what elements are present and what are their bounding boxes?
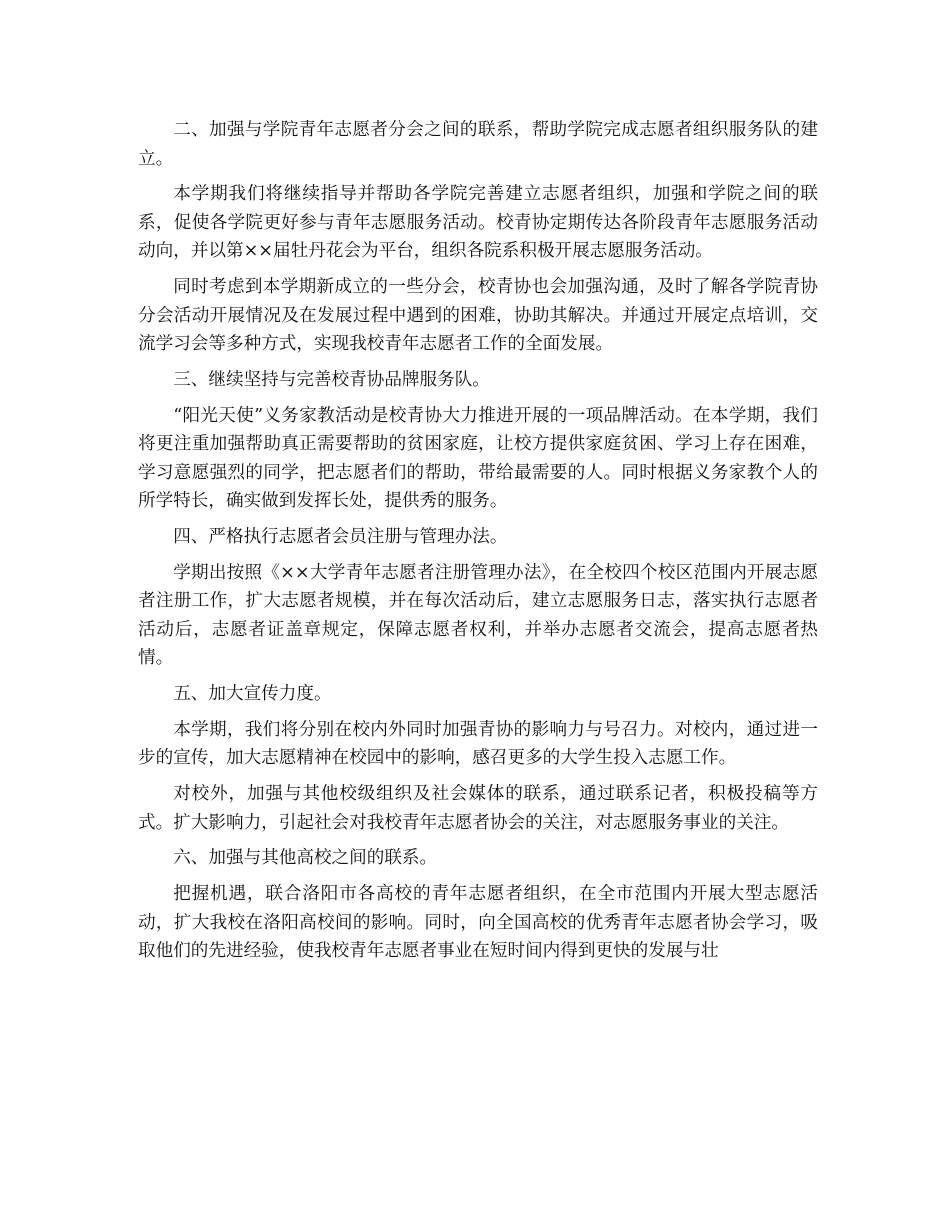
heading-five: 五、加大宣传力度。 (173, 684, 332, 705)
paragraph: 对校外，加强与其他校级组织及社会媒体的联系，通过联系记者，积极投稿等方式。扩大影响力，引起社会对我校青年志愿者协会的关注，对志愿服务事业的关注。 (138, 784, 818, 833)
heading-four: 四、严格执行志愿者会员注册与管理办法。 (173, 526, 508, 547)
paragraph: 本学期，我们将分别在校内外同时加强青协的影响力与号召力。对校内，通过进一步的宣传，加大志愿精神在校园中的影响，感召更多的大学生投入志愿工作。 (138, 719, 818, 769)
paragraph: 本学期我们将继续指导并帮助各学院完善建立志愿者组织，加强和学院之间的联系，促使各学院更好参与青年志愿服务活动。校青协定期传达各阶段青年志愿服务活动动向，并以第××届牡丹花会为平台，组织各院系积极开展志愿服务活动。 (138, 184, 818, 262)
heading-six: 六、加强与其他高校之间的联系。 (173, 848, 438, 869)
paragraph: 学期出按照《××大学青年志愿者注册管理办法》，在全校四个校区范围内开展志愿者注册工作，扩大志愿者规模，并在每次活动后，建立志愿服务日志，落实执行志愿者活动后，志愿者证盖章规定，保障志愿者权利，并举办志愿者交流会，提高志愿者热情。 (138, 562, 818, 669)
heading-two: 二、加强与学院青年志愿者分会之间的联系，帮助学院完成志愿者组织服务队的建立。 (138, 120, 818, 169)
paragraph: 把握机遇，联合洛阳市各高校的青年志愿者组织，在全市范围内开展大型志愿活动，扩大我校在洛阳高校间的影响。同时，向全国高校的优秀青年志愿者协会学习，吸取他们的先进经验，使我校青年志愿者事业在短时间内得到更快的发展与壮 (138, 884, 818, 962)
heading-three: 三、继续坚持与完善校青协品牌服务队。 (173, 369, 490, 390)
document-body (138, 116, 818, 973)
paragraph: “阳光天使”义务家教活动是校青协大力推进开展的一项品牌活动。在本学期，我们将更注重加强帮助真正需要帮助的贫困家庭，让校方提供家庭贫困、学习上存在困难，学习意愿强烈的同学，把志愿者们的帮助，带给最需要的人。同时根据义务家教个人的所学特长，确实做到发挥长处，提供秀的服务。 (138, 405, 818, 512)
paragraph: 同时考虑到本学期新成立的一些分会，校青协也会加强沟通，及时了解各学院青协分会活动开展情况及在发展过程中遇到的困难，协助其解决。并通过开展定点培训，交流学习会等多种方式，实现我校青年志愿者工作的全面发展。 (138, 277, 818, 355)
